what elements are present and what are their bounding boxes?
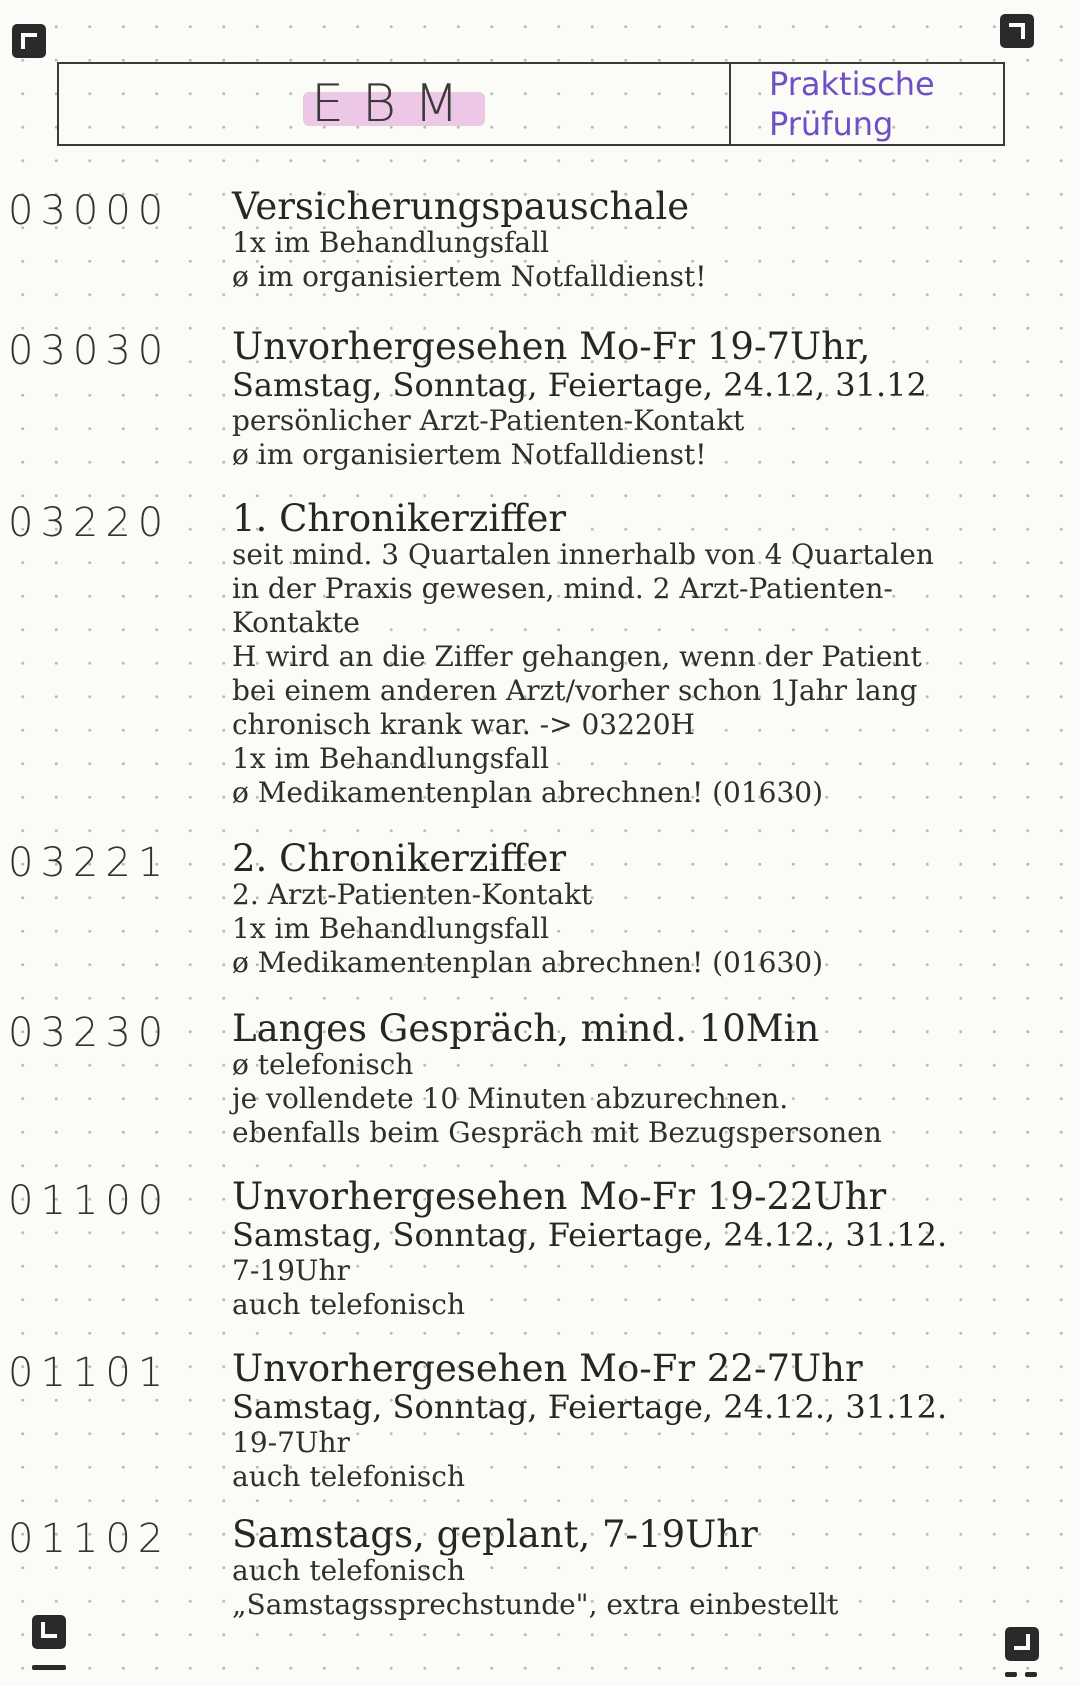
page-mark-bottom-right-a [1005,1672,1017,1677]
header-subtitle-line2: Prüfung [769,105,894,143]
corner-marker-top-left-icon [12,24,46,58]
entry-line: ø Medikamentenplan abrechnen! (01630) [232,776,824,809]
entry-line: je vollendete 10 Minuten abzurechnen. [232,1082,789,1115]
header-title-cell [59,64,731,144]
header-subtitle-line1: Praktische [769,65,935,103]
entry-lines [232,1007,1067,1150]
entry-code: 03220 [8,500,171,546]
entry-code: 03221 [8,840,171,886]
entry-line: 1x im Behandlungsfall [232,742,550,775]
entry-code: 03230 [8,1010,171,1056]
entry-lines [232,1175,1067,1322]
entry-lines [232,1513,1067,1622]
header-subtitle-cell [731,64,1003,144]
entry-line: 1x im Behandlungsfall [232,226,550,259]
entry-code: 01101 [8,1350,171,1396]
entry-line: ø im organisiertem Notfalldienst! [232,260,707,293]
entry-line: ø im organisiertem Notfalldienst! [232,438,707,471]
corner-marker-bottom-left-icon [32,1615,66,1649]
entry-line: Samstag, Sonntag, Feiertage, 24.12, 31.12 [232,366,927,404]
entry-line: auch telefonisch [232,1460,465,1493]
entry-lines [232,497,1067,810]
corner-marker-top-right-icon [1000,14,1034,48]
entry-line: „Samstagssprechstunde", extra einbestellt [232,1588,839,1621]
page-title: EBM [303,74,485,134]
entry-heading: 1. Chronikerziffer [232,497,567,540]
entry-line: bei einem anderen Arzt/vorher schon 1Jahr lang [232,674,918,707]
entry-line: 7-19Uhr [232,1254,350,1287]
entry-line: seit mind. 3 Quartalen innerhalb von 4 Quartalen [232,538,934,571]
entry-line: ø telefonisch [232,1048,414,1081]
entry-heading: Samstags, geplant, 7-19Uhr [232,1513,758,1556]
entry-code: 01102 [8,1516,171,1562]
entry-line: Samstag, Sonntag, Feiertage, 24.12., 31.12. [232,1216,948,1254]
page-mark-bottom-left [32,1665,66,1670]
entry-line: Samstag, Sonntag, Feiertage, 24.12., 31.12. [232,1388,948,1426]
entry-line: auch telefonisch [232,1288,465,1321]
entry-line: auch telefonisch [232,1554,465,1587]
entry-line: 2. Arzt-Patienten-Kontakt [232,878,593,911]
entry-line: in der Praxis gewesen, mind. 2 Arzt-Patienten- [232,572,893,605]
header-box [57,62,1005,146]
entry-heading: Unvorhergesehen Mo-Fr 22-7Uhr [232,1347,863,1390]
entry-heading: Unvorhergesehen Mo-Fr 19-7Uhr, [232,325,871,368]
entry-line: 19-7Uhr [232,1426,350,1459]
entry-heading: Unvorhergesehen Mo-Fr 19-22Uhr [232,1175,887,1218]
corner-marker-bottom-right-icon [1005,1627,1039,1661]
entry-line: ebenfalls beim Gespräch mit Bezugspersonen [232,1116,882,1149]
entry-line: chronisch krank war. -> 03220H [232,708,695,741]
entry-code: 03000 [8,188,171,234]
entry-lines [232,1347,1067,1494]
entry-code: 03030 [8,328,171,374]
page-mark-bottom-right-b [1025,1672,1037,1677]
entry-line: 1x im Behandlungsfall [232,912,550,945]
entry-line: persönlicher Arzt-Patienten-Kontakt [232,404,745,437]
entry-line: ø Medikamentenplan abrechnen! (01630) [232,946,824,979]
entry-line: Kontakte [232,606,360,639]
entry-heading: Langes Gespräch, mind. 10Min [232,1007,820,1050]
entry-lines [232,325,1067,472]
entry-code: 01100 [8,1178,171,1224]
entry-heading: Versicherungspauschale [232,185,690,228]
entry-lines [232,837,1067,980]
entry-line: H wird an die Ziffer gehangen, wenn der Patient [232,640,922,673]
entry-heading: 2. Chronikerziffer [232,837,567,880]
entry-lines [232,185,1067,294]
